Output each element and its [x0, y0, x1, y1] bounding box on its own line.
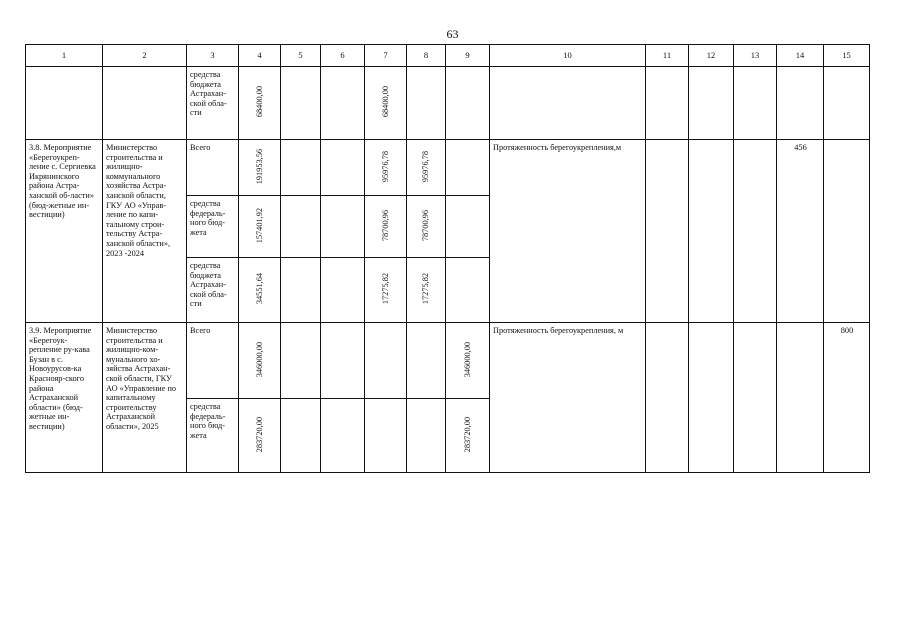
funding-source: Всего — [187, 140, 239, 196]
header-cell: 1 — [26, 45, 103, 67]
executor-description: Министерство строительства и жилищно-ком-мунального хо-зяйства Астрахан-ской области, ГКУ АО «Управление по капитальному строительству Астраханской области», 2025 — [103, 323, 187, 473]
header-cell: 12 — [689, 45, 734, 67]
empty-cell — [321, 399, 365, 473]
empty-cell — [490, 67, 646, 140]
empty-cell — [407, 323, 446, 399]
empty-cell — [646, 140, 689, 323]
empty-cell — [321, 258, 365, 323]
empty-cell — [824, 67, 870, 140]
empty-cell — [26, 67, 103, 140]
budget-table — [25, 44, 870, 473]
empty-cell — [281, 67, 321, 140]
empty-cell — [281, 399, 321, 473]
funding-source: Всего — [187, 323, 239, 399]
value-text: 346000,00 — [254, 341, 264, 377]
value-cell — [239, 399, 281, 473]
empty-cell — [281, 323, 321, 399]
value-text: 68400,00 — [254, 86, 264, 118]
empty-cell — [734, 67, 777, 140]
empty-cell — [446, 140, 490, 196]
empty-cell — [281, 196, 321, 258]
empty-cell — [446, 67, 490, 140]
header-cell: 13 — [734, 45, 777, 67]
value-text: 191953,56 — [254, 148, 264, 184]
header-cell: 3 — [187, 45, 239, 67]
empty-cell — [446, 196, 490, 258]
empty-cell — [103, 67, 187, 140]
indicator-value: 800 — [824, 323, 870, 473]
table-row — [26, 67, 870, 140]
empty-cell — [734, 140, 777, 323]
indicator-value: 456 — [777, 140, 824, 323]
value-cell — [446, 323, 490, 399]
empty-cell — [689, 323, 734, 473]
value-cell — [239, 196, 281, 258]
empty-cell — [446, 258, 490, 323]
value-text: 95976,78 — [380, 150, 390, 182]
value-text: 346000,00 — [462, 341, 472, 377]
value-cell — [365, 258, 407, 323]
empty-cell — [365, 399, 407, 473]
empty-cell — [407, 67, 446, 140]
empty-cell — [321, 323, 365, 399]
value-text: 78700,96 — [421, 209, 431, 241]
executor-description: Министерство строительства и жилищно-коммунального хозяйства Астра-ханской области, ГКУ АО «Управ-ление по капи-тальному строи-тельству Астра-ханской области», 2023 -2024 — [103, 140, 187, 323]
table-row — [26, 323, 870, 399]
empty-cell — [646, 323, 689, 473]
empty-cell — [734, 323, 777, 473]
header-cell: 10 — [490, 45, 646, 67]
measure-description: 3.8. Мероприятие «Берегоукреп-ление с. Сергиевка Икрянинского района Астра-ханской об-ласти» (бюд-жетные ин-вестиции) — [26, 140, 103, 323]
header-cell: 9 — [446, 45, 490, 67]
header-cell: 4 — [239, 45, 281, 67]
measure-description: 3.9. Мероприятие «Берегоук-репление ру-кава Бузан в с. Новоурусов-ка Краснояр-ского района Астраханской области» (бюд-жетные ин-вестиции) — [26, 323, 103, 473]
value-cell — [239, 67, 281, 140]
table-row — [26, 140, 870, 196]
value-text: 17275,82 — [421, 273, 431, 305]
empty-cell — [777, 323, 824, 473]
empty-cell — [407, 399, 446, 473]
empty-cell — [365, 323, 407, 399]
empty-cell — [689, 140, 734, 323]
funding-source: средства федераль-ного бюд-жета — [187, 196, 239, 258]
value-cell — [407, 196, 446, 258]
value-text: 95976,78 — [421, 150, 431, 182]
header-cell: 8 — [407, 45, 446, 67]
value-text: 78700,96 — [380, 209, 390, 241]
header-cell: 2 — [103, 45, 187, 67]
indicator-name: Протяженность берегоукрепления, м — [490, 323, 646, 473]
value-cell — [365, 196, 407, 258]
header-cell: 11 — [646, 45, 689, 67]
value-cell — [365, 67, 407, 140]
header-row — [26, 45, 870, 67]
empty-cell — [321, 196, 365, 258]
value-text: 34551,64 — [254, 273, 264, 305]
value-text: 283720,00 — [462, 416, 472, 452]
header-cell: 6 — [321, 45, 365, 67]
empty-cell — [281, 258, 321, 323]
funding-source: средства бюджета Астрахан-ской обла-сти — [187, 67, 239, 140]
empty-cell — [281, 140, 321, 196]
empty-cell — [646, 67, 689, 140]
empty-cell — [824, 140, 870, 323]
value-cell — [239, 323, 281, 399]
value-cell — [446, 399, 490, 473]
header-cell: 7 — [365, 45, 407, 67]
value-text: 157401,92 — [254, 207, 264, 243]
funding-source: средства бюджета Астрахан-ской обла-сти — [187, 258, 239, 323]
header-cell: 14 — [777, 45, 824, 67]
value-cell — [239, 258, 281, 323]
value-cell — [407, 258, 446, 323]
empty-cell — [321, 140, 365, 196]
value-cell — [407, 140, 446, 196]
empty-cell — [321, 67, 365, 140]
value-text: 68400,00 — [380, 86, 390, 118]
empty-cell — [777, 67, 824, 140]
header-cell: 15 — [824, 45, 870, 67]
value-cell — [365, 140, 407, 196]
value-cell — [239, 140, 281, 196]
value-text: 283720,00 — [254, 416, 264, 452]
indicator-name: Протяженность берегоукрепления,м — [490, 140, 646, 323]
funding-source: средства федераль-ного бюд-жета — [187, 399, 239, 473]
empty-cell — [689, 67, 734, 140]
header-cell: 5 — [281, 45, 321, 67]
page-number: 63 — [446, 27, 459, 41]
value-text: 17275,82 — [380, 273, 390, 305]
